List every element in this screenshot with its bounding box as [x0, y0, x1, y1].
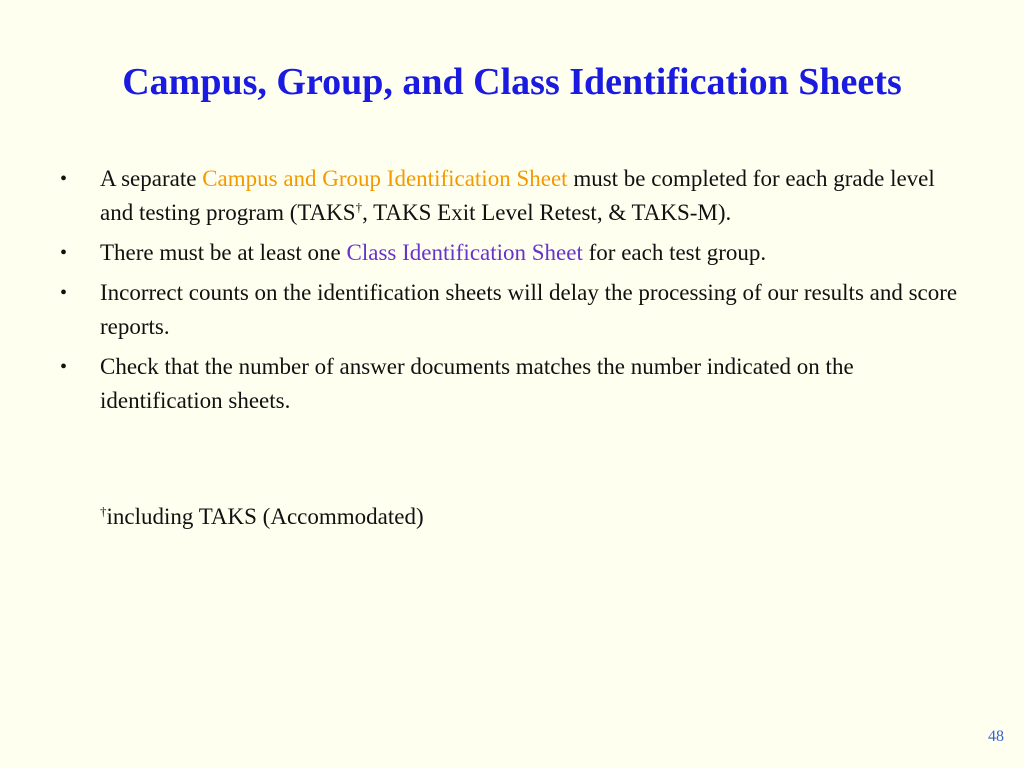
bullet-text: , TAKS Exit Level Retest, & TAKS-M). — [362, 200, 732, 225]
bullet-item-3 — [60, 276, 970, 344]
footnote-text: including TAKS (Accommodated) — [106, 504, 424, 529]
bullet-text: must be completed for each grade level and testing program (TAKS — [100, 166, 935, 225]
footnote — [100, 500, 424, 534]
bullet-text: for each test group. — [582, 240, 767, 265]
bullet-marker: • — [60, 282, 68, 304]
page-number: 48 — [988, 728, 1004, 745]
bullet-marker: • — [60, 242, 68, 264]
bullet-list — [60, 162, 970, 424]
slide-title: Campus, Group, and Class Identification Sheets — [122, 61, 902, 103]
bullet-item-4 — [60, 350, 970, 418]
highlight-class-sheet: Class Identification Sheet — [346, 240, 583, 265]
bullet-text: A separate — [100, 166, 203, 191]
bullet-marker: • — [60, 168, 68, 190]
bullet-item-1 — [60, 162, 970, 230]
bullet-marker: • — [60, 356, 68, 378]
bullet-item-2 — [60, 236, 970, 270]
footnote-dagger: † — [100, 503, 107, 519]
bullet-text: Check that the number of answer documents matches the number indicated on the identification sheets. — [100, 354, 854, 413]
bullet-text: Incorrect counts on the identification sheets will delay the processing of our results and score reports. — [100, 280, 958, 339]
bullet-text: There must be at least one — [100, 240, 347, 265]
highlight-campus-group-sheet: Campus and Group Identification Sheet — [202, 166, 568, 191]
dagger-mark: † — [355, 199, 363, 215]
